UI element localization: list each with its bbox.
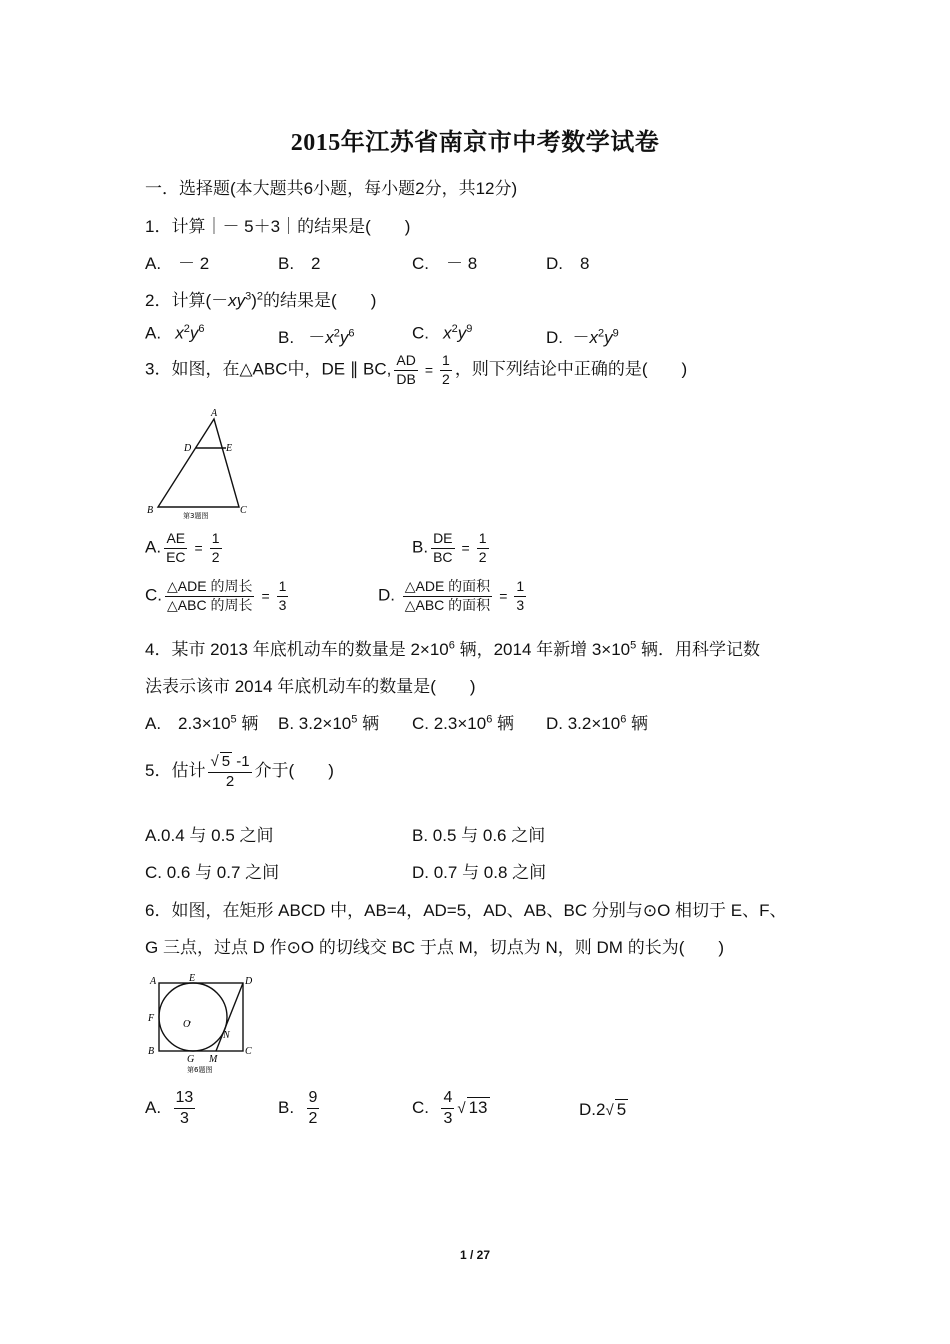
triangle-abc [158,419,239,507]
q3-option-d: D. $\frac{\text{△ADE 的面积}}{\text{△ABC 的面积}}$ = $\frac{1}{3}$ [378,578,525,613]
q4-option-a: A. $2.3\times 10^5$ 辆 [145,713,259,733]
circle-o [159,983,227,1051]
q6-stem-line1: 6．如图，在矩形 ABCD 中，AB=4，AD=5，AD、AB、BC 分别与⊙O 相切于 E、F、 [145,901,787,920]
q4-stem-line1: 4．某市 2013 年底机动车的数量是 $2\times 10^6$ 辆，2014 年新增 $3\times 10^5$ 辆．用科学记数 [145,639,760,659]
label-d: D [245,976,253,987]
label-e: E [226,443,233,454]
figure-caption: 第3题图 [183,512,209,520]
label-c: C [240,505,247,516]
section-heading: 一．选择题(本大题共6小题，每小题2分，共12分) [145,179,518,198]
q6-option-b: B. $\frac{9}{2}$ [278,1089,318,1127]
label-b: B [148,1046,155,1057]
q5-option-a: A.0.4 与 0.5 之间 [145,826,274,845]
q6-rectangle-figure [145,972,260,1076]
label-b: B [147,505,154,516]
label-d: D [184,443,192,454]
q1-option-d: D. 8 [546,254,590,273]
figure-caption: 第6题图 [187,1066,213,1074]
q5-option-b: B. 0.5 与 0.6 之间 [412,826,546,845]
q3-option-b: B. $\frac{DE}{BC}$ = $\frac{1}{2}$ [412,530,487,565]
q2-option-b: B. $-x^2y^6$ [278,327,355,347]
q6-option-d: D.2√ 5 [579,1100,627,1119]
page-title: 2015年江苏省南京市中考数学试卷 [290,130,660,156]
q5-option-c: C. 0.6 与 0.7 之间 [145,863,280,882]
rectangle-abcd [159,983,243,1051]
q2-option-d: D. $-x^2y^9$ [546,327,619,347]
q6-stem-line2: G 三点，过点 D 作⊙O 的切线交 BC 于点 M，切点为 N，则 DM 的长为( ) [145,938,725,957]
q1-option-b: B. 2 [278,254,321,273]
q2-option-c: C. $x^2y^9$ [412,323,473,343]
label-g: G [187,1054,195,1065]
label-n: N [223,1030,230,1041]
q4-option-b: B. $3.2\times 10^5$ 辆 [278,713,380,733]
q3-option-a: A. $\frac{AE}{EC}$ = $\frac{1}{2}$ [145,530,220,565]
page-number: 1 / 27 [459,1248,491,1262]
q4-option-c: C. $2.3\times 10^6$ 辆 [412,713,515,733]
label-a: A [150,976,157,987]
q3-option-c: C. $\frac{\text{△ADE 的周长}}{\text{△ABC 的周长}}$ = $\frac{1}{3}$ [145,578,287,613]
q5-fraction: $\frac{√ 5 -1}{2}$ [210,753,250,790]
label-f: F [148,1013,155,1024]
q5-stem: 5．估计 $\frac{√ 5 -1}{2}$ 介于( ) [145,753,334,790]
q1-option-a: A. － 2 [145,254,210,273]
q2-option-a: A. $x^2y^6$ [145,323,205,343]
label-c: C [245,1046,252,1057]
q2-stem: 2．计算$(-xy^3)^2$的结果是( ) [145,290,377,310]
label-o: O [183,1019,191,1030]
q6-option-c: C. $\frac{4}{3}$ √ 13 [412,1089,488,1127]
q1-stem: 1．计算｜－ 5＋3｜的结果是( ) [145,217,411,236]
q3-triangle-figure [145,405,255,521]
label-e: E [189,973,196,984]
q3-stem: 3．如图，在△ABC中，DE ∥ BC, $\frac{AD}{DB}$ = $\frac{1}{2}$ ，则下列结论中正确的是( ) [145,352,688,387]
q3-stem-fraction: $\frac{AD}{DB}$ [396,352,416,387]
q6-option-a: A. $\frac{13}{3}$ [145,1089,194,1127]
label-m: M [209,1054,218,1065]
label-a: A [211,408,218,419]
q4-option-d: D. $3.2\times 10^6$ 辆 [546,713,649,733]
q1-option-c: C. － 8 [412,254,478,273]
q5-option-d: D. 0.7 与 0.8 之间 [412,863,547,882]
q4-stem-line2: 法表示该市 2014 年底机动车的数量是( ) [145,677,476,696]
